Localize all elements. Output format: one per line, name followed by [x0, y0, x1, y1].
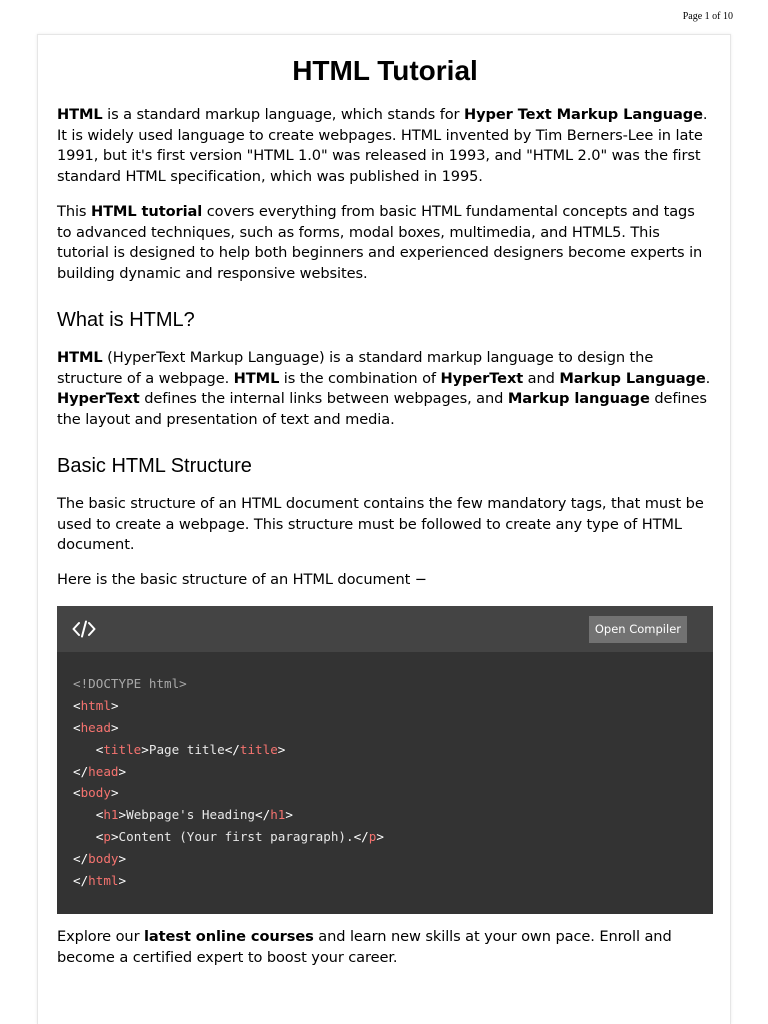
code-token-doctype: <!DOCTYPE html>	[73, 676, 187, 691]
code-token-punct: >	[110, 697, 119, 713]
code-token-tag: p	[103, 829, 111, 845]
code-token-punct: >	[110, 785, 119, 801]
text-run: defines the internal links between webpages, and	[139, 390, 508, 408]
intro-paragraph-1	[57, 105, 713, 187]
code-token-punct: <	[73, 719, 81, 735]
code-token-punct: >	[110, 829, 119, 845]
bold-text-run: Hyper Text Markup Language	[464, 106, 703, 123]
text-run: covers everything from basic HTML fundamental concepts and tags to advanced techniques, such as forms, modal boxes, multimedia, and HTML5. This tutorial is designed to help both beginners and experienced designers become experts in building dynamic and responsive websites.	[57, 203, 703, 282]
code-token-punct: >	[110, 719, 119, 735]
document-content	[57, 35, 713, 966]
courses-promo-paragraph	[57, 927, 713, 968]
code-icon	[72, 619, 96, 639]
text-run: and	[523, 369, 560, 387]
code-token-punct: >	[141, 741, 149, 757]
bold-text-run: Markup Language	[559, 369, 706, 387]
code-token-punct: </	[353, 829, 369, 845]
code-token-punct: >	[285, 807, 293, 823]
page-number: Page 1 of 10	[682, 11, 733, 22]
code-line	[73, 804, 713, 826]
code-line	[73, 717, 713, 739]
code-token-punct: >	[376, 829, 384, 845]
code-token-tag: html	[80, 697, 111, 713]
code-token-tag: h1	[270, 807, 286, 823]
code-token-punct: </	[224, 741, 240, 757]
code-token-punct: >	[118, 807, 127, 823]
basic-structure-paragraph-1: The basic structure of an HTML document contains the few mandatory tags, that must be used to create a webpage. This structure must be followed to create any type of HTML document.	[57, 495, 704, 554]
text-run: (HyperText Markup Language) is a standard markup language to design the structure of a webpage.	[57, 349, 654, 387]
code-token-punct: <	[73, 741, 104, 757]
code-token-punct: >	[118, 763, 127, 779]
code-token-punct: >	[118, 851, 127, 867]
what-is-html-paragraph	[57, 348, 713, 430]
code-token-punct: <	[73, 697, 81, 713]
section-heading-what-is-html: What is HTML?	[57, 309, 195, 331]
code-line	[73, 761, 713, 783]
code-token-tag: html	[88, 873, 119, 889]
code-token-punct: </	[73, 873, 89, 889]
code-token-tag: title	[239, 741, 278, 757]
code-token-punct: </	[73, 763, 89, 779]
code-token-tag: head	[80, 719, 111, 735]
text-run: Explore our	[57, 928, 145, 945]
open-compiler-button[interactable]: Open Compiler	[589, 616, 687, 643]
code-token-punct: >	[118, 873, 127, 889]
code-token-punct: <	[73, 829, 104, 845]
bold-text-run: HTML	[233, 369, 280, 387]
code-line	[73, 673, 713, 695]
text-run: and learn new skills at your own pace. Enroll and become a certified expert to boost your career.	[57, 928, 672, 966]
text-run: . It is widely used language to create webpages. HTML invented by Tim Berners-Lee in late 1991, but it's first version "HTML 1.0" was released in 1993, and "HTML 2.0" was the first standard HTML specification, which was published in 1995.	[57, 106, 708, 185]
basic-structure-paragraph-2: Here is the basic structure of an HTML document −	[57, 571, 427, 588]
section-heading-basic-structure: Basic HTML Structure	[57, 455, 252, 477]
code-block-header	[57, 606, 713, 652]
document-sheet	[37, 34, 731, 1024]
page-title: HTML Tutorial	[292, 55, 478, 86]
code-example-block	[57, 606, 713, 914]
code-token-text: Content (Your first paragraph).	[118, 829, 354, 845]
code-token-tag: head	[88, 763, 119, 779]
bold-text-run: HyperText	[440, 369, 524, 387]
text-run: is the combination of	[279, 369, 441, 387]
code-token-punct: <	[73, 807, 104, 823]
code-token-punct: <	[73, 785, 81, 801]
code-token-tag: p	[368, 829, 377, 845]
text-run: is a standard markup language, which stands for	[102, 106, 464, 123]
code-token-text: Page title	[148, 741, 225, 757]
code-line	[73, 870, 713, 892]
bold-text-run: Markup language	[507, 390, 650, 408]
bold-text-run: HTML tutorial	[90, 203, 203, 220]
code-token-tag: title	[103, 741, 142, 757]
code-line	[73, 695, 713, 717]
bold-text-run: HyperText	[57, 390, 140, 408]
bold-text-run: HTML	[57, 106, 103, 123]
code-token-tag: body	[80, 785, 111, 801]
code-token-punct: </	[73, 851, 89, 867]
code-token-punct: </	[255, 807, 271, 823]
bold-text-run: latest online courses	[144, 928, 314, 945]
code-token-tag: h1	[103, 807, 119, 823]
text-run: .	[705, 369, 711, 387]
code-token-tag: body	[88, 851, 119, 867]
text-run: defines the layout and presentation of text and media.	[57, 390, 707, 428]
intro-paragraph-2	[57, 202, 713, 284]
text-run: This	[57, 203, 91, 220]
code-line	[73, 826, 713, 848]
code-line	[73, 782, 713, 804]
code-listing	[57, 652, 713, 892]
code-token-punct: >	[277, 741, 286, 757]
code-line	[73, 848, 713, 870]
bold-text-run: HTML	[57, 349, 103, 366]
code-line	[73, 739, 713, 761]
code-token-text: Webpage's Heading	[126, 807, 256, 823]
